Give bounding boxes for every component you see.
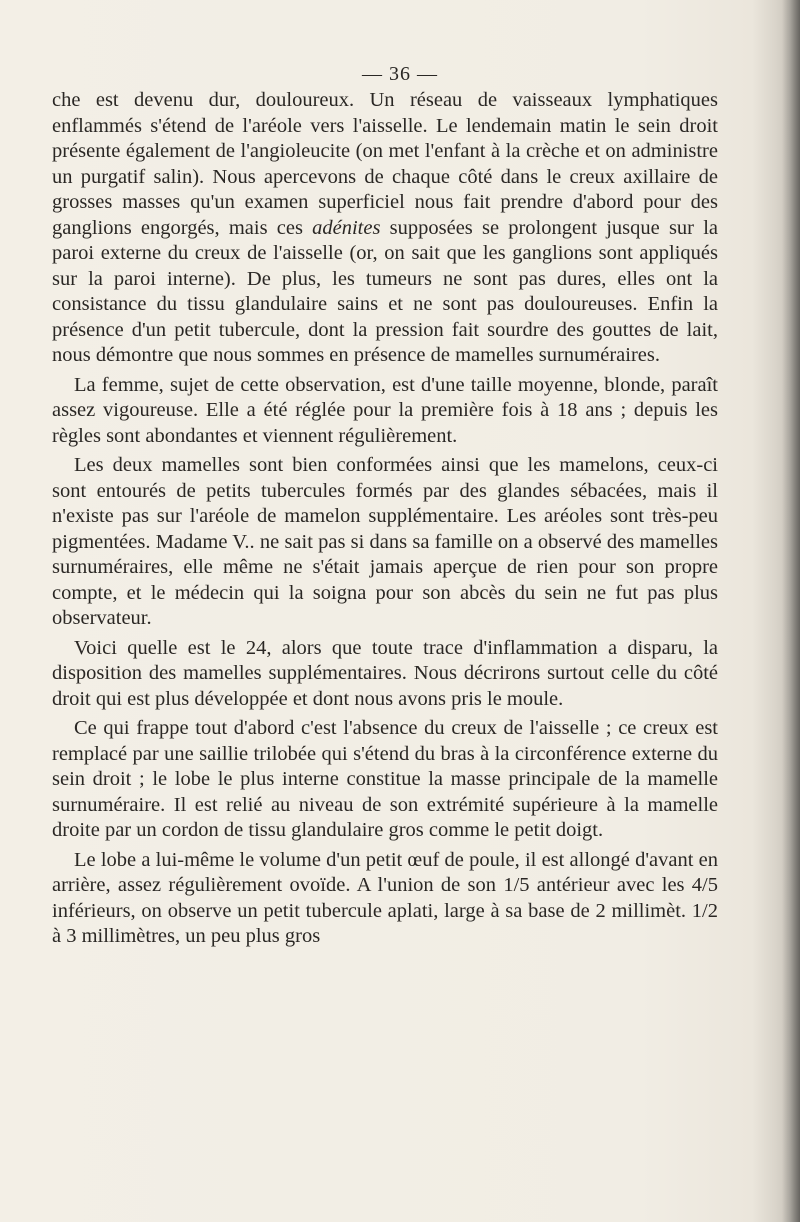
paragraph-2: La femme, sujet de cette observation, est d'une taille moyenne, blonde, paraît assez vigoureuse. Elle a été réglée pour la première fois à 18 ans ; depuis les règles sont abondantes et viennent régulièrement. (52, 373, 718, 447)
paragraph-1 (52, 88, 718, 369)
paragraph-4: Voici quelle est le 24, alors que toute trace d'inflammation a disparu, la disposition des mamelles supplémentaires. Nous décrirons surtout celle du côté droit qui est plus développée et dont nous avons pris le moule. (52, 636, 718, 710)
paragraph-1-part-2: supposées se prolongent jusque sur la paroi externe du creux de l'aisselle (or, on sait que les ganglions sont appliqués sur la paroi interne). De plus, les tumeurs ne sont pas dures, elles ont la consistance du tissu glandulaire sains et ne sont pas douloureuses. Enfin la présence d'un petit tubercule, dont la pression fait sourdre des gouttes de lait, nous démontre que nous sommes en présence de mamelles surnuméraires. (52, 216, 718, 366)
paragraph-6: Le lobe a lui-même le volume d'un petit œuf de poule, il est allongé d'avant en arrière, assez régulièrement ovoïde. A l'union de son 1/5 antérieur avec les 4/5 inférieurs, on observe un petit tubercule aplati, large à sa base de 2 millimèt. 1/2 à 3 millimètres, un peu plus gros (52, 848, 718, 947)
paragraph-1-part-1: che est devenu dur, douloureux. Un réseau de vaisseaux lymphatiques enflammés s'étend de l'aréole vers l'aisselle. Le lendemain matin le sein droit présente également de l'angioleucite (on met l'enfant à la crèche et on administre un purgatif salin). Nous apercevons de chaque côté dans le creux axillaire de grosses masses qu'un examen superficiel nous fait prendre d'abord pour des ganglions engorgés, mais ces (52, 89, 718, 239)
paragraph-3: Les deux mamelles sont bien conformées ainsi que les mamelons, ceux-ci sont entourés de petits tubercules formés par des glandes sébacées, mais il n'existe pas sur l'aréole de mamelon supplémentaire. Les aréoles sont très-peu pigmentées. Madame V.. ne sait pas si dans sa famille on a observé des mamelles surnuméraires, elle même ne s'était jamais aperçue de rien pour son propre compte, et le médecin qui la soigna pour son abcès du sein ne fut pas plus observateur. (52, 454, 718, 629)
page-body-text (52, 88, 718, 950)
paragraph-5: Ce qui frappe tout d'abord c'est l'absence du creux de l'aisselle ; ce creux est remplacé par une saillie trilobée qui s'étend du bras à la circonférence externe du sein droit ; le lobe le plus interne constitue la masse principale de la mamelle surnuméraire. Il est relié au niveau de son extrémité supérieure à la mamelle droite par un cordon de tissu glandulaire gros comme le petit doigt. (52, 717, 718, 841)
italic-word-adenites: adénites (312, 216, 381, 239)
page-number: — 36 — (362, 63, 438, 85)
page-edge-shadow (782, 0, 800, 1222)
